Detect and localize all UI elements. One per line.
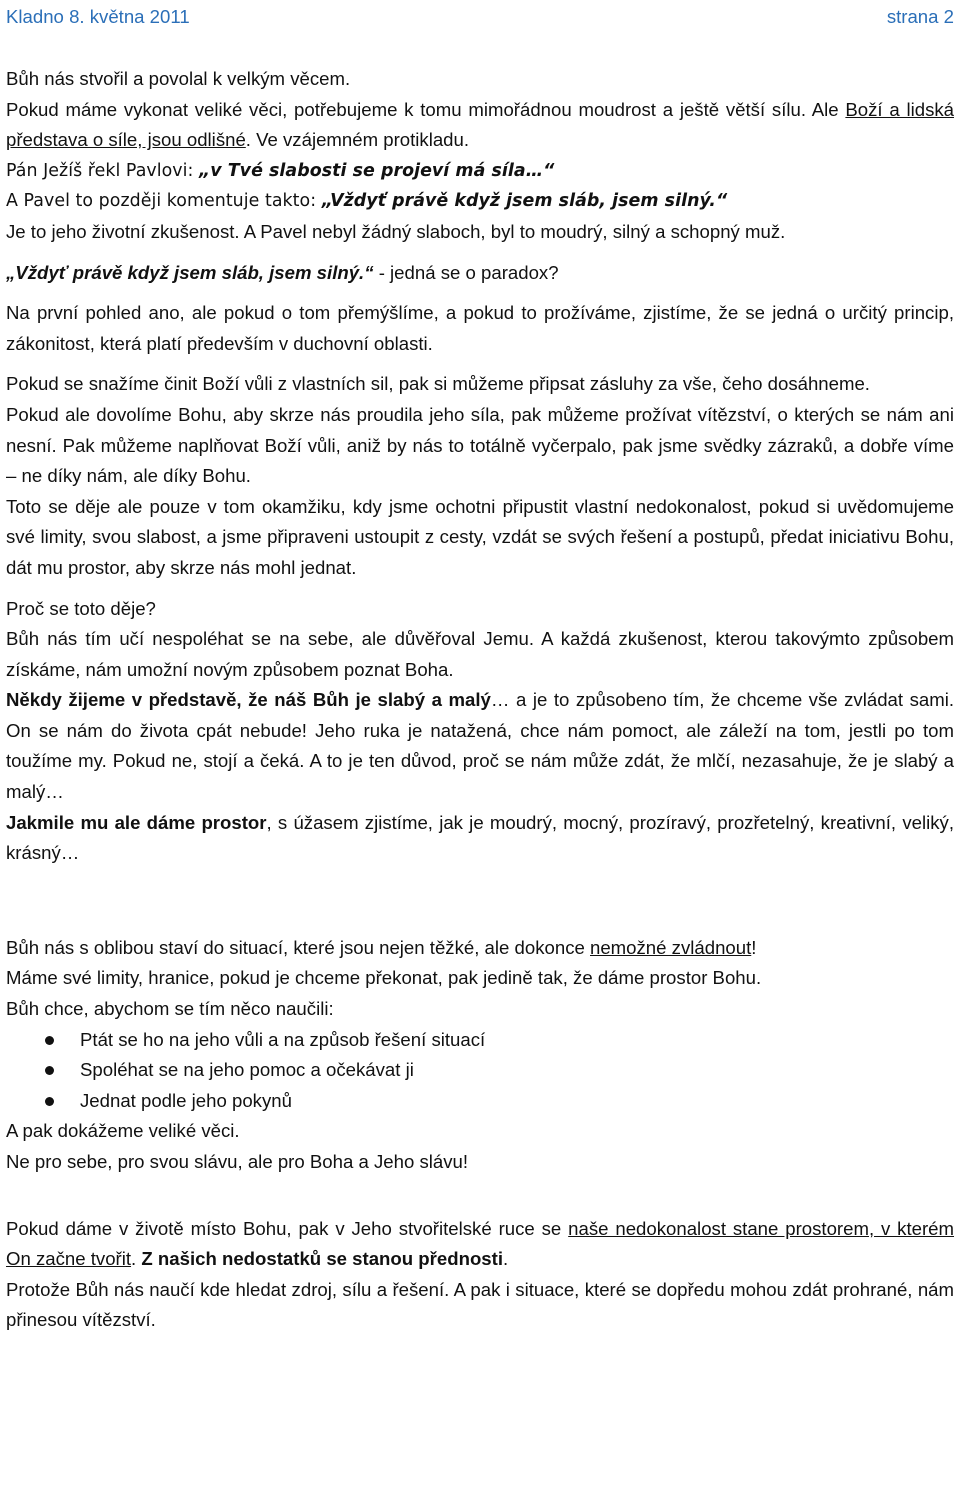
paragraph-principle: Na první pohled ano, ale pokud o tom přemýšlíme, a pokud to prožíváme, zjistíme, že se jedná o určitý princip, zákonitost, která platí především v duchovní oblasti. [6,302,954,354]
paragraph-paradox: „Vždyť právě když jsem sláb, jsem silný.“ - jedná se o paradox? [6,261,559,283]
underlined-phrase: naše nedokonalost stane prostorem, v kterém On začne tvořit [6,1217,955,1270]
spacer [6,248,954,258]
paragraph-impossible: Bůh nás s oblibou staví do situací, které jsou nejen těžké, ale dokonce nemožné zvládnout! [6,936,757,958]
spacer [6,584,954,594]
paragraph-creator: Pokud dáme v životě místo Bohu, pak v Jeho stvořitelské ruce se naše nedokonalost stane prostorem, v kterém On začne tvořit. Z našich nedostatků se stanou přednosti. [6,1217,955,1270]
bold-phrase: Jakmile mu ale dáme prostor [6,811,267,833]
paragraph-weak-god: Někdy žijeme v představě, že náš Bůh je slabý a malý… a je to způsobeno tím, že chceme vše zvládat sami. On se nám do života cpát nebude! Jeho ruka je natažená, chce nám pomoct, ale záleží na tom, jestli po tom toužíme my. Pokud ne, stojí a čeká. A to je ten důvod, proč se nám může zdát, že mlčí, nezasahuje, že je slabý a malý… [6,689,955,803]
document-page [0,2,960,1493]
header-date: Kladno 8. května 2011 [6,6,190,27]
paragraph-victory: Protože Bůh nás naučí kde hledat zdroj, sílu a řešení. A pak i situace, které se dopředu mohou zdát prohrané, nám přinesou vítězství. [6,1278,954,1331]
paragraph-glory: Ne pro sebe, pro svou slávu, ale pro Boha a Jeho slávu! [6,1151,469,1172]
bullet-list [6,1025,954,1117]
bold-phrase: Někdy žijeme v představě, že náš Bůh je slabý a malý [6,689,491,711]
bold-phrase: Z našich nedostatků se stanou přednosti [141,1248,503,1270]
paragraph-learn: Bůh chce, abychom se tím něco naučili: [6,998,334,1020]
paragraph-why: Proč se toto děje? [6,597,156,619]
spacer [6,359,954,369]
list-item: Ptát se ho na jeho vůli a na způsob řešení situací [80,1025,954,1056]
header-page-number: strana 2 [886,6,954,27]
underlined-phrase: Boží a lidská představa o síle, jsou odlišné [6,98,955,151]
paragraph-imperfection: Toto se děje ale pouze v tom okamžiku, kdy jsme ochotni připustit vlastní nedokonalost, pokud si uvědomujeme své limity, svou slabost, a jsme připraveni ustoupit z cesty, vzdát se svých řešení a postupů, předat iniciativu Bohu, dát mu prostor, aby skrze nás mohl jednat. [6,495,954,578]
page-header [6,2,954,32]
paragraph-paul-experience: Je to jeho životní zkušenost. A Pavel nebyl žádný slaboch, byl to moudrý, silný a schopný muž. [6,220,786,242]
paragraph-give-space: Jakmile mu ale dáme prostor, s úžasem zjistíme, jak je moudrý, mocný, prozíravý, prozřetelný, kreativní, veliký, krásný… [6,811,954,864]
paragraph-gods-power: Pokud ale dovolíme Bohu, aby skrze nás proudila jeho síla, pak můžeme prožívat vítězství, o kterých se nám ani nesní. Pak můžeme naplňovat Boží vůli, aniž by nás to totálně vyčerpalo, pak jsme svědky zázraků, a dobře víme – ne díky nám, ale díky Bohu. [6,403,954,487]
list-item: Jednat podle jeho pokynů [80,1086,954,1117]
underlined-phrase: nemožné zvládnout [590,936,752,958]
paragraph-own-strength: Pokud se snažíme činit Boží vůli z vlastních sil, pak si můžeme připsat zásluhy za vše, čeho dosáhneme. [6,373,870,395]
paragraph-jesus-quote: Pán Ježíš řekl Pavlovi: „v Tvé slabosti se projeví má síla…“ [6,160,555,181]
spacer [6,869,954,933]
quote-strong: „Vždyť právě když jsem sláb, jsem silný.“ [321,191,728,212]
quote-weakness: „v Tvé slabosti se projeví má síla…“ [199,160,555,181]
spacer [6,1178,954,1214]
quote-paradox: „Vždyť právě když jsem sláb, jsem silný.“ [6,261,374,283]
paragraph-paul-comment: A Pavel to později komentuje takto: „Vždyť právě když jsem sláb, jsem silný.“ [6,191,728,212]
spacer [6,288,954,298]
paragraph-trust: Bůh nás tím učí nespoléhat se na sebe, ale důvěřoval Jemu. A každá zkušenost, kterou takovýmto způsobem získáme, nám umožní novým způsobem poznat Boha. [6,628,954,680]
paragraph-intro: Bůh nás stvořil a povolal k velkým věcem. [6,68,351,89]
paragraph-great-things: A pak dokážeme veliké věci. [6,1120,240,1142]
list-item: Spoléhat se na jeho pomoc a očekávat ji [80,1055,954,1086]
paragraph-strength: Pokud máme vykonat veliké věci, potřebujeme k tomu mimořádnou moudrost a ještě větší sílu. Ale Boží a lidská představa o síle, jsou odlišné. Ve vzájemném protikladu. [6,98,955,151]
paragraph-limits: Máme své limity, hranice, pokud je chceme překonat, pak jedině tak, že dáme prostor Bohu. [6,967,762,989]
spacer [6,32,954,64]
